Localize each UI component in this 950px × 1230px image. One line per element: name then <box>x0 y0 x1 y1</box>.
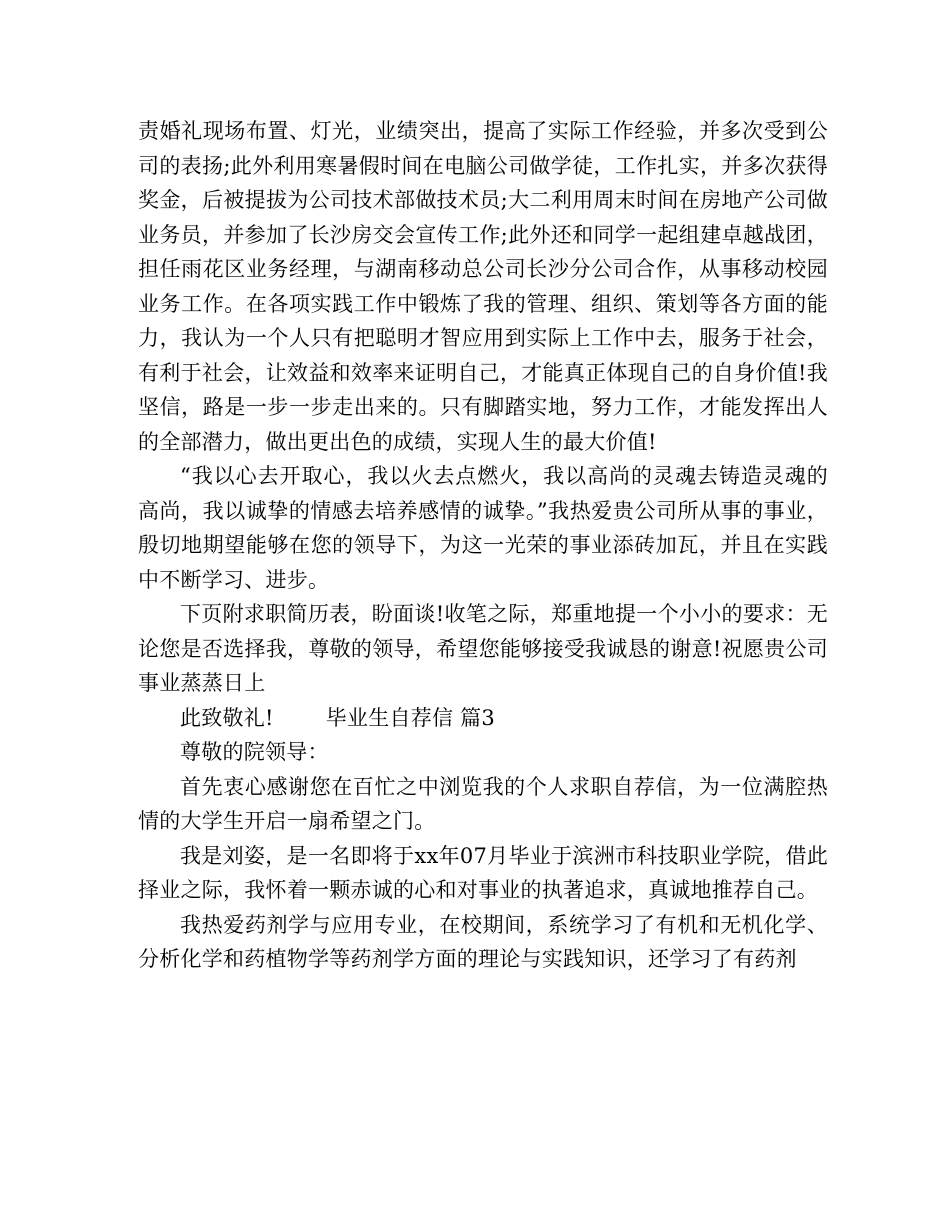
paragraph-thanks: 首先衷心感谢您在百忙之中浏览我的个人求职自荐信，为一位满腔热情的大学生开启一扇希望之门。 <box>138 774 828 833</box>
section-title: 毕业生自荐信 篇3 <box>325 705 495 730</box>
paragraph-major: 我热爱药剂学与应用专业，在校期间，系统学习了有机和无机化学、分析化学和药植物学等药剂学方面的理论与实践知识，还学习了有药剂 <box>138 912 828 971</box>
paragraph-introduction: 我是刘姿，是一名即将于xx年07月毕业于滨洲市科技职业学院，借此择业之际，我怀着一颗赤诚的心和对事业的执著追求，真诚地推荐自己。 <box>138 843 828 902</box>
paragraph-work-experience: 责婚礼现场布置、灯光，业绩突出，提高了实际工作经验，并多次受到公司的表扬;此外利用寒暑假时间在电脑公司做学徒，工作扎实，并多次获得奖金，后被提拔为公司技术部做技术员;大二利用周末时间在房地产公司做业务员，并参加了长沙房交会宣传工作;此外还和同学一起组建卓越战团，担任雨花区业务经理，与湖南移动总公司长沙分公司合作，从事移动校园业务工作。在各项实践工作中锻炼了我的管理、组织、策划等各方面的能力，我认为一个人只有把聪明才智应用到实际上工作中去，服务于社会，有利于社会，让效益和效率来证明自己，才能真正体现自己的自身价值!我坚信，路是一步一步走出来的。只有脚踏实地，努力工作，才能发挥出人的全部潜力，做出更出色的成绩，实现人生的最大价值! <box>138 119 828 454</box>
closing-salute: 此致敬礼! <box>180 705 274 730</box>
paragraph-closing-request: 下页附求职简历表，盼面谈!收笔之际，郑重地提一个小小的要求：无论您是否选择我，尊敬的领导，希望您能够接受我诚恳的谢意!祝愿贵公司事业蒸蒸日上 <box>138 602 828 695</box>
paragraph-quote: “我以心去开取心，我以火去点燃火，我以高尚的灵魂去铸造灵魂的高尚，我以诚挚的情感去培养感情的诚挚。”我热爱贵公司所从事的事业，殷切地期望能够在您的领导下，为这一光荣的事业添砖加瓦，并且在实践中不断学习、进步。 <box>138 464 828 592</box>
salutation: 尊敬的院领导： <box>180 740 329 764</box>
closing-and-section-title-line <box>138 701 828 736</box>
document-body <box>138 114 828 977</box>
